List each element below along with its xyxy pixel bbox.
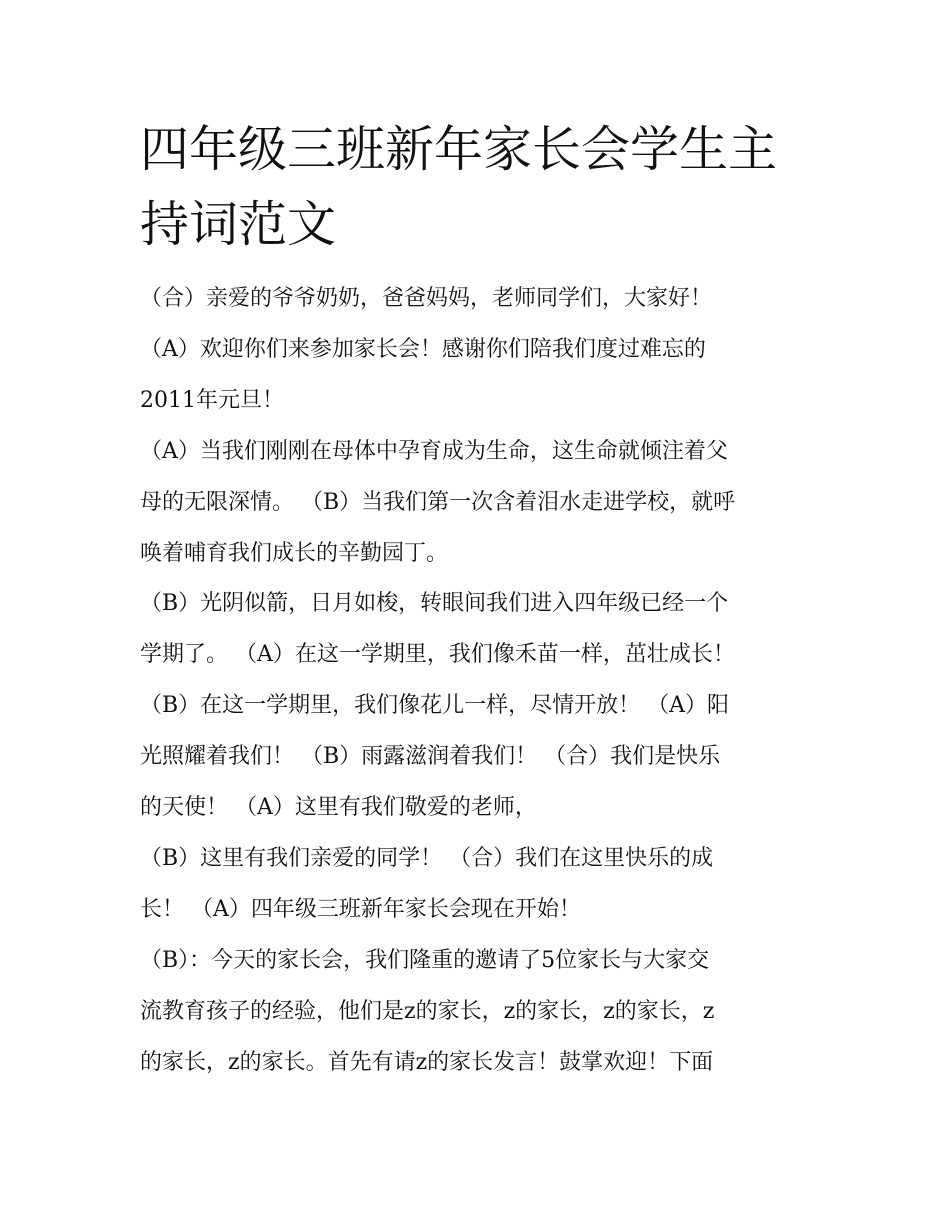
body-line: 的天使！ （A）这里有我们敬爱的老师， xyxy=(140,795,537,821)
document-title: 四年级三班新年家长会学生主持词范文 xyxy=(140,121,778,253)
body-line: 学期了。 （A）在这一学期里，我们像禾苗一样，茁壮成长！ xyxy=(140,642,735,668)
document-body xyxy=(140,274,830,1089)
body-line: 流教育孩子的经验，他们是z的家长，z的家长，z的家长，z xyxy=(140,998,715,1024)
body-line: （B）光阴似箭，日月如梭，转眼间我们进入四年级已经一个 xyxy=(140,591,729,617)
body-line: 的家长，z的家长。首先有请z的家长发言！鼓掌欢迎！下面 xyxy=(140,1049,714,1075)
body-line: 唤着哺育我们成长的辛勤园丁。 xyxy=(140,540,449,566)
body-line: （A）欢迎你们来参加家长会！感谢你们陪我们度过难忘的 xyxy=(140,336,706,362)
body-line: （B）这里有我们亲爱的同学！ （合）我们在这里快乐的成 xyxy=(140,845,714,871)
body-line: 2011年元旦！ xyxy=(140,387,284,413)
body-line: 光照耀着我们！ （B）雨露滋润着我们！ （合）我们是快乐 xyxy=(140,744,721,770)
body-line: 母的无限深情。 （B）当我们第一次含着泪水走进学校，就呼 xyxy=(140,489,736,515)
body-line: （A）当我们刚刚在母体中孕育成为生命，这生命就倾注着父 xyxy=(140,438,728,464)
body-line: （B）在这一学期里，我们像花儿一样，尽情开放！ （A）阳 xyxy=(140,693,730,719)
body-line: 长！ （A）四年级三班新年家长会现在开始！ xyxy=(140,896,581,922)
body-line: （B）：今天的家长会，我们隆重的邀请了5位家长与大家交 xyxy=(140,947,710,973)
body-line: （合）亲爱的爷爷奶奶，爸爸妈妈，老师同学们，大家好！ xyxy=(140,286,713,311)
